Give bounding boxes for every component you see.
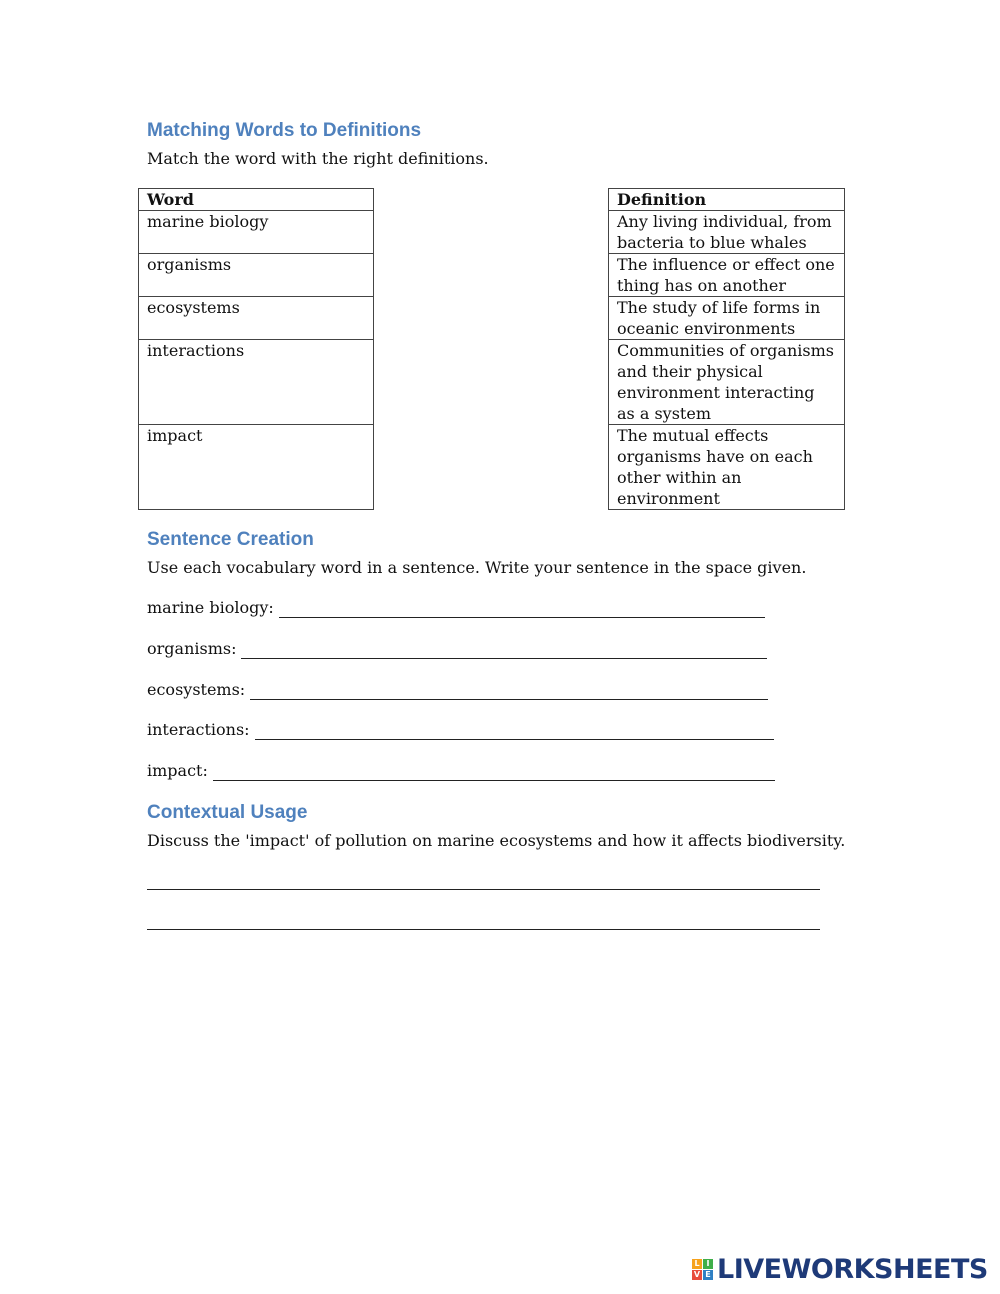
logo-mark-letter: E [703, 1270, 713, 1280]
sentence-row-ecosystems [147, 679, 768, 700]
logo-mark-letter: L [692, 1259, 702, 1269]
sentence-row-organisms [147, 638, 767, 659]
definition-cell[interactable]: The mutual effects organisms have on each other within an environment [609, 425, 845, 510]
matching-instruction: Match the word with the right definitions. [147, 149, 489, 168]
definition-table [608, 188, 845, 510]
sentence-answer-blank[interactable] [213, 763, 775, 781]
word-cell[interactable]: impact [139, 425, 374, 510]
liveworksheets-logo [692, 1254, 988, 1285]
sentence-prompt-label: interactions: [147, 720, 250, 739]
sentence-answer-blank[interactable] [279, 600, 765, 618]
definition-column-header: Definition [609, 189, 845, 211]
sentence-section-title: Sentence Creation [147, 529, 314, 550]
word-table [138, 188, 374, 510]
context-instruction: Discuss the 'impact' of pollution on marine ecosystems and how it affects biodiversity. [147, 831, 846, 850]
word-cell[interactable]: organisms [139, 254, 374, 297]
sentence-prompt-label: organisms: [147, 639, 237, 658]
word-cell[interactable]: marine biology [139, 211, 374, 254]
word-cell[interactable]: ecosystems [139, 297, 374, 340]
context-answer-line[interactable] [147, 889, 820, 890]
sentence-answer-blank[interactable] [250, 682, 768, 700]
word-column-header: Word [139, 189, 374, 211]
sentence-prompt-label: marine biology: [147, 598, 274, 617]
definition-cell[interactable]: The study of life forms in oceanic environments [609, 297, 845, 340]
sentence-instruction: Use each vocabulary word in a sentence. Write your sentence in the space given. [147, 558, 807, 577]
logo-mark-icon [692, 1259, 713, 1280]
sentence-answer-blank[interactable] [241, 641, 767, 659]
matching-section-title: Matching Words to Definitions [147, 120, 422, 141]
definition-cell[interactable]: The influence or effect one thing has on another [609, 254, 845, 297]
sentence-answer-blank[interactable] [255, 722, 774, 740]
definition-cell[interactable]: Any living individual, from bacteria to blue whales [609, 211, 845, 254]
sentence-row-impact [147, 760, 775, 781]
sentence-row-marine-biology [147, 597, 765, 618]
logo-text: LIVEWORKSHEETS [717, 1254, 988, 1285]
sentence-prompt-label: impact: [147, 761, 208, 780]
logo-mark-letter: I [703, 1259, 713, 1269]
context-answer-line[interactable] [147, 929, 820, 930]
logo-mark-letter: V [693, 1270, 701, 1279]
definition-cell[interactable]: Communities of organisms and their physical environment interacting as a system [609, 340, 845, 425]
sentence-prompt-label: ecosystems: [147, 680, 246, 699]
sentence-row-interactions [147, 719, 774, 740]
word-cell[interactable]: interactions [139, 340, 374, 425]
context-section-title: Contextual Usage [147, 802, 308, 823]
